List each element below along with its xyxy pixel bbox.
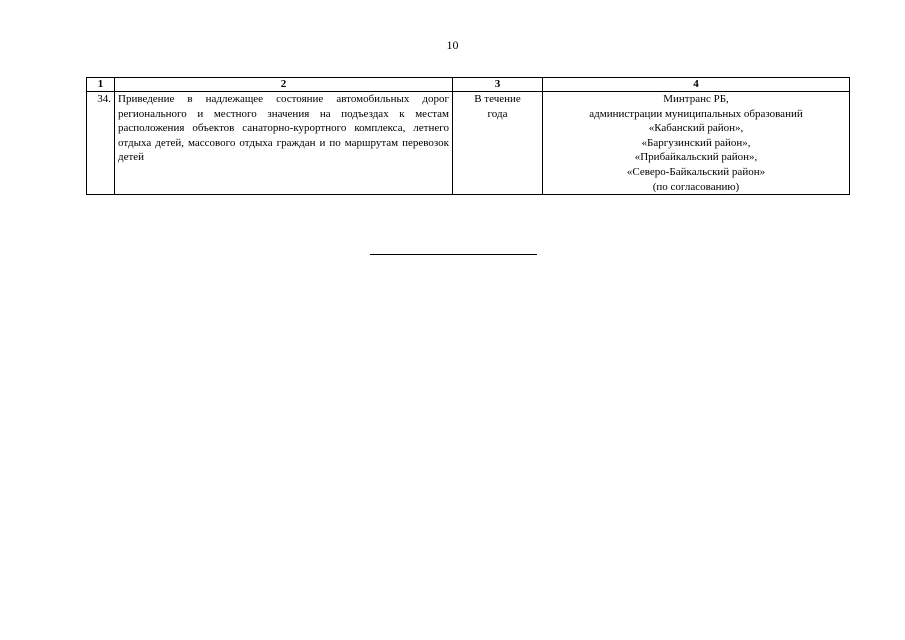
responsible-line: «Северо-Байкальский район» xyxy=(626,165,766,178)
row-number: 34. xyxy=(87,92,115,195)
responsible-line: «Прибайкальский район», xyxy=(634,151,758,164)
responsible-line: «Кабанский район», xyxy=(648,122,744,135)
measure-description: Приведение в надлежащее состояние автомобильных дорог регионального и местного значения на подъездах к местам расположения объектов санаторно-курортного комплекса, летнего отдыха детей, массового отдыха граждан и по маршрутам перевозок детей xyxy=(115,92,453,195)
responsible-line: администрации муниципальных образований xyxy=(589,107,803,120)
measures-table xyxy=(86,77,850,195)
header-col-4: 4 xyxy=(543,78,850,92)
table-header-row xyxy=(87,78,850,92)
header-col-2: 2 xyxy=(115,78,453,92)
execution-term-line: года xyxy=(487,107,508,120)
page-number: 10 xyxy=(446,38,459,52)
execution-term xyxy=(453,92,543,195)
header-col-1: 1 xyxy=(87,78,115,92)
responsible-line: «Баргузинский район», xyxy=(641,136,751,149)
table-row xyxy=(87,92,850,195)
responsible-line: Минтранс РБ, xyxy=(663,93,729,105)
responsible-parties xyxy=(543,92,850,195)
responsible-line: (по согласованию) xyxy=(652,180,740,193)
execution-term-line: В течение xyxy=(474,93,521,105)
end-of-document-rule xyxy=(370,254,537,255)
header-col-3: 3 xyxy=(453,78,543,92)
